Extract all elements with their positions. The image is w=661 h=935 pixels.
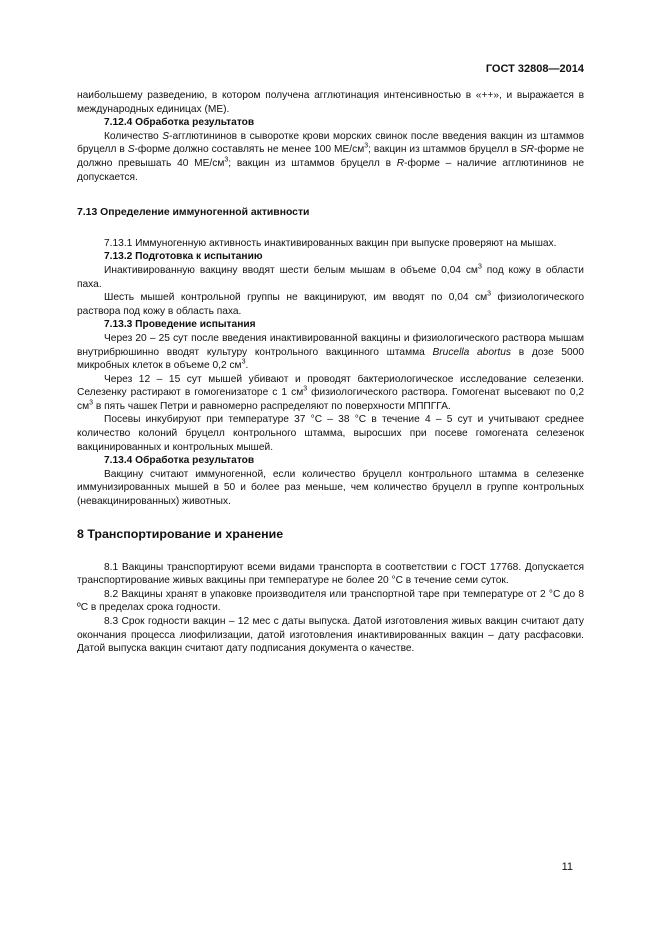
page-number: 11 xyxy=(561,861,573,873)
page-content xyxy=(77,89,584,656)
heading-7-12-4: 7.12.4 Обработка результатов xyxy=(104,117,255,129)
paragraph-8-2: 8.2 Вакцины хранят в упаковке производителя или транспортной таре при температуре от 2 °С до 8 ºС в пределах срока годности. xyxy=(77,588,584,614)
paragraph-8-1: 8.1 Вакцины транспортируют всеми видами транспорта в соответствии с ГОСТ 17768. Допускается транспортирование живых вакцины при температуре не более 20 °С в течение семи суток. xyxy=(77,561,584,587)
paragraph-7-13-1: 7.13.1 Иммуногенную активность инактивированных вакцин при выпуске проверяют на мышах. xyxy=(104,237,557,249)
section-title-8: 8 Транспортирование и хранение xyxy=(77,526,284,541)
heading-7-13-2: 7.13.2 Подготовка к испытанию xyxy=(104,251,263,263)
document-id: ГОСТ 32808—2014 xyxy=(485,63,584,75)
heading-7-13-3: 7.13.3 Проведение испытания xyxy=(104,319,256,331)
paragraph-7-13-2-a: Инактивированную вакцину вводят шести белым мышам в объеме 0,04 $см^3$ под кожу в области паха. xyxy=(77,263,584,290)
paragraph-7-13-3-c: Посевы инкубируют при температуре 37 °С – 38 °С в течение 4 – 5 сут и учитывают среднее количество колоний бруцелл контрольного штамма, выросших при посеве гомогената селезенок вакцинированных и контрольных мышей. xyxy=(77,414,584,453)
paragraph-7-13-2-b: Шесть мышей контрольной группы не вакцинируют, им вводят по 0,04 $см^3$ физиологического раствора под кожу в область паха. xyxy=(77,290,584,317)
paragraph-7-13-4: Вакцину считают иммуногенной, если количество бруцелл контрольного штамма в селезенке иммунизированных мышей в 50 и более раз меньше, чем количество бруцелл в группе контрольных (невакцинированных) животных. xyxy=(77,468,584,508)
section-title-7-13: 7.13 Определение иммуногенной активности xyxy=(77,207,310,219)
continued-paragraph: наибольшему разведению, в котором получена агглютинация интенсивностью в «++», и выражается в международных единицах (МЕ). xyxy=(77,90,584,115)
paragraph-7-13-3-a: Через 20 – 25 сут после введения инактивированной вакцины и физиологического раствора мышам внутрибрюшинно вводят культуру контрольного вакцинного штамма Brucella abortus в дозе 5000 микробных клеток в объеме 0,2 $см^3$. xyxy=(77,332,585,372)
paragraph-7-13-3-b: Через 12 – 15 сут мышей убивают и проводят бактериологическое исследование селезенки. Селезенку растирают в гомогенизаторе с 1 $см^3$ физиологического раствора. Гомогенат высевают по 0,2 $см^3$ в пять чашек Петри и равномерно распределяют по поверхности МППГГА. xyxy=(77,373,584,412)
paragraph-7-12-4: Количество S-агглютининов в сыворотке крови морских свинок после введения вакцин из штаммов бруцелл в S-форме должно составлять не менее 100 $МЕ/см^3$; вакцин из штаммов бруцелл в SR-форме не должно превышать 40 $МЕ/см^3$; вакцин из штаммов бруцелл в R-форме – наличие агглютининов не допускается. xyxy=(77,130,584,183)
heading-7-13-4: 7.13.4 Обработка результатов xyxy=(104,455,255,467)
paragraph-8-3: 8.3 Срок годности вакцин – 12 мес с даты выпуска. Датой изготовления живых вакцин считают дату окончания процесса лиофилизации, датой изготовления инактивированных вакцин – дату расфасовки. Датой выпуска вакцин считают дату подписания документа о качестве. xyxy=(77,616,584,655)
